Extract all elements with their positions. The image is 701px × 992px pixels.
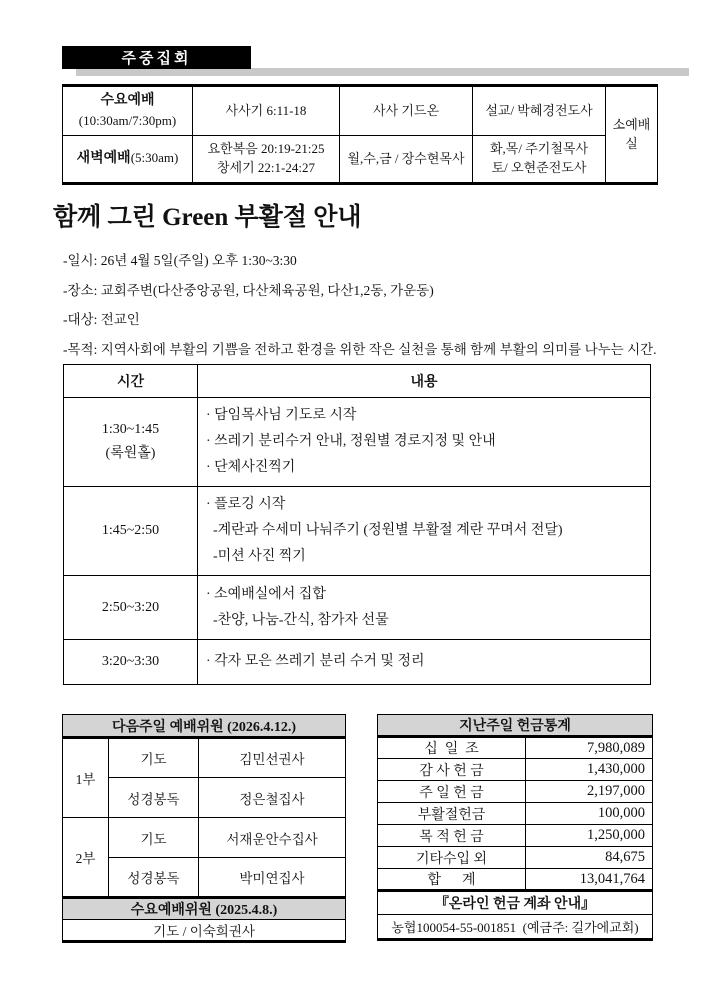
offering-label: 감 사 헌 금: [378, 759, 526, 781]
service-name-cell: [63, 136, 193, 184]
offering-amount: 1,250,000: [526, 825, 653, 847]
offering-row: [378, 781, 653, 803]
schedule-row: [64, 487, 651, 576]
committee-row: [63, 818, 346, 858]
offering-amount: 84,675: [526, 847, 653, 869]
topic-cell: 월,수,금 / 장수현목사: [340, 136, 473, 184]
content-line: · 담임목사님 기도로 시작: [206, 408, 357, 423]
offering-amount: 7,980,089: [526, 737, 653, 759]
committee-row: [63, 738, 346, 778]
offering-amount: 13,041,764: [526, 869, 653, 891]
service-time: (10:30am/7:30pm): [78, 112, 177, 128]
preacher-cell: [473, 136, 606, 184]
detail-line-purpose: -목적: 지역사회에 부활의 기쁨을 전하고 환경을 위한 작은 실천을 통해 함께 부활의 의미를 나누는 시간.: [63, 341, 657, 357]
topic-cell: 사사 기드온: [340, 86, 473, 136]
offering-label: 기타수입 외: [378, 847, 526, 869]
time-header: 시간: [64, 365, 198, 398]
online-account-title-row: [378, 891, 653, 915]
name-cell: 정은철집사: [199, 778, 346, 818]
schedule-row: [64, 640, 651, 685]
preacher-line: 토/ 오현준전도사: [491, 160, 587, 175]
time-cell: 2:50~3:20: [64, 576, 198, 640]
content-cell: [198, 640, 651, 685]
table-header-row: [63, 715, 346, 738]
content-line: -찬양, 나눔-간식, 참가자 선물: [213, 612, 389, 628]
content-line: -계란과 수세미 나눠주기 (정원별 부활절 계란 꾸며서 전달): [213, 523, 563, 538]
easter-notice-details: [63, 246, 657, 364]
content-header: 내용: [198, 365, 651, 398]
content-line: · 각자 모은 쓰레기 분리 수거 및 정리: [206, 654, 425, 669]
offering-row: [378, 759, 653, 781]
online-account-number: 농협100054-55-001851 (예금주: 길가에교회): [378, 915, 653, 940]
table-row: [63, 136, 658, 184]
content-cell: [198, 576, 651, 640]
detail-line-place: -장소: 교회주변(다산중앙공원, 다산체육공원, 다산1,2동, 가운동): [63, 282, 434, 298]
next-week-committee-table: [62, 714, 346, 943]
offering-row: [378, 847, 653, 869]
service-time: (5:30am): [130, 149, 179, 165]
role-cell: 기도: [109, 738, 199, 778]
offering-row: [378, 803, 653, 825]
online-account-title: 『온라인 헌금 계좌 안내』: [378, 891, 653, 915]
time-cell: [64, 398, 198, 487]
offering-label: 십 일 조: [378, 737, 526, 759]
wednesday-committee-title: 수요예배위원 (2025.4.8.): [63, 898, 346, 920]
content-line: · 단체사진찍기: [206, 460, 296, 475]
preacher-cell: 설교/ 박혜경전도사: [473, 86, 606, 136]
passage-line: 창세기 22:1-24:27: [217, 160, 315, 175]
service-name-cell: [63, 86, 193, 136]
table-header-row: [64, 365, 651, 398]
table-header-row: [63, 898, 346, 920]
table-row: [63, 86, 658, 136]
offering-stats-table: [377, 714, 653, 941]
passage-line: 요한복음 20:19-21:25: [207, 141, 325, 157]
name-cell: 서재운안수집사: [199, 818, 346, 858]
part-cell: 1부: [63, 738, 109, 818]
offering-label: 합 계: [378, 869, 526, 891]
section-label-shadow-bar: [76, 68, 689, 76]
offering-row: [378, 737, 653, 759]
role-cell: 기도: [109, 818, 199, 858]
weekday-meetings-section-label: 주중집회: [62, 46, 251, 69]
committee-row: [63, 920, 346, 942]
content-cell: [198, 487, 651, 576]
location-cell: 소예배실: [606, 86, 658, 184]
table-header-row: [378, 715, 653, 737]
easter-notice-title: 함께 그린 Green 부활절 안내: [53, 204, 362, 231]
time-range: 1:30~1:45: [101, 422, 160, 437]
service-name: 수요예배: [100, 93, 155, 109]
offering-stats-title: 지난주일 헌금통계: [378, 715, 653, 737]
wednesday-committee-member: 기도 / 이숙희권사: [63, 920, 346, 942]
content-line: · 쓰레기 분리수거 안내, 정원별 경로지정 및 안내: [206, 434, 496, 449]
name-cell: 김민선권사: [199, 738, 346, 778]
offering-amount: 1,430,000: [526, 759, 653, 781]
detail-line-date: -일시: 26년 4월 5일(주일) 오후 1:30~3:30: [63, 253, 297, 268]
content-line: -미션 사진 찍기: [213, 549, 306, 564]
detail-line-target: -대상: 전교인: [63, 312, 140, 327]
part-cell: 2부: [63, 818, 109, 898]
role-cell: 성경봉독: [109, 778, 199, 818]
name-cell: 박미연집사: [199, 858, 346, 898]
content-line: · 소예배실에서 집합: [206, 586, 326, 602]
offering-amount: 100,000: [526, 803, 653, 825]
schedule-row: [64, 576, 651, 640]
role-cell: 성경봉독: [109, 858, 199, 898]
schedule-row: [64, 398, 651, 487]
time-cell: 3:20~3:30: [64, 640, 198, 685]
preacher-line: 화,목/ 주기철목사: [489, 141, 589, 157]
offering-label: 주 일 헌 금: [378, 781, 526, 803]
easter-schedule-table: [63, 364, 651, 685]
time-cell: 1:45~2:50: [64, 487, 198, 576]
committee-title: 다음주일 예배위원 (2026.4.12.): [63, 715, 346, 738]
online-account-row: [378, 915, 653, 940]
offering-total-row: [378, 869, 653, 891]
time-place: (록원홀): [105, 446, 156, 461]
offering-row: [378, 825, 653, 847]
passage-cell: [193, 136, 340, 184]
service-name: 새벽예배: [76, 150, 131, 166]
content-line: · 플로깅 시작: [206, 497, 286, 512]
weekday-meetings-table: [62, 84, 658, 185]
offering-amount: 2,197,000: [526, 781, 653, 803]
content-cell: [198, 398, 651, 487]
passage-cell: 사사기 6:11-18: [193, 86, 340, 136]
offering-label: 목 적 헌 금: [378, 825, 526, 847]
offering-label: 부활절헌금: [378, 803, 526, 825]
